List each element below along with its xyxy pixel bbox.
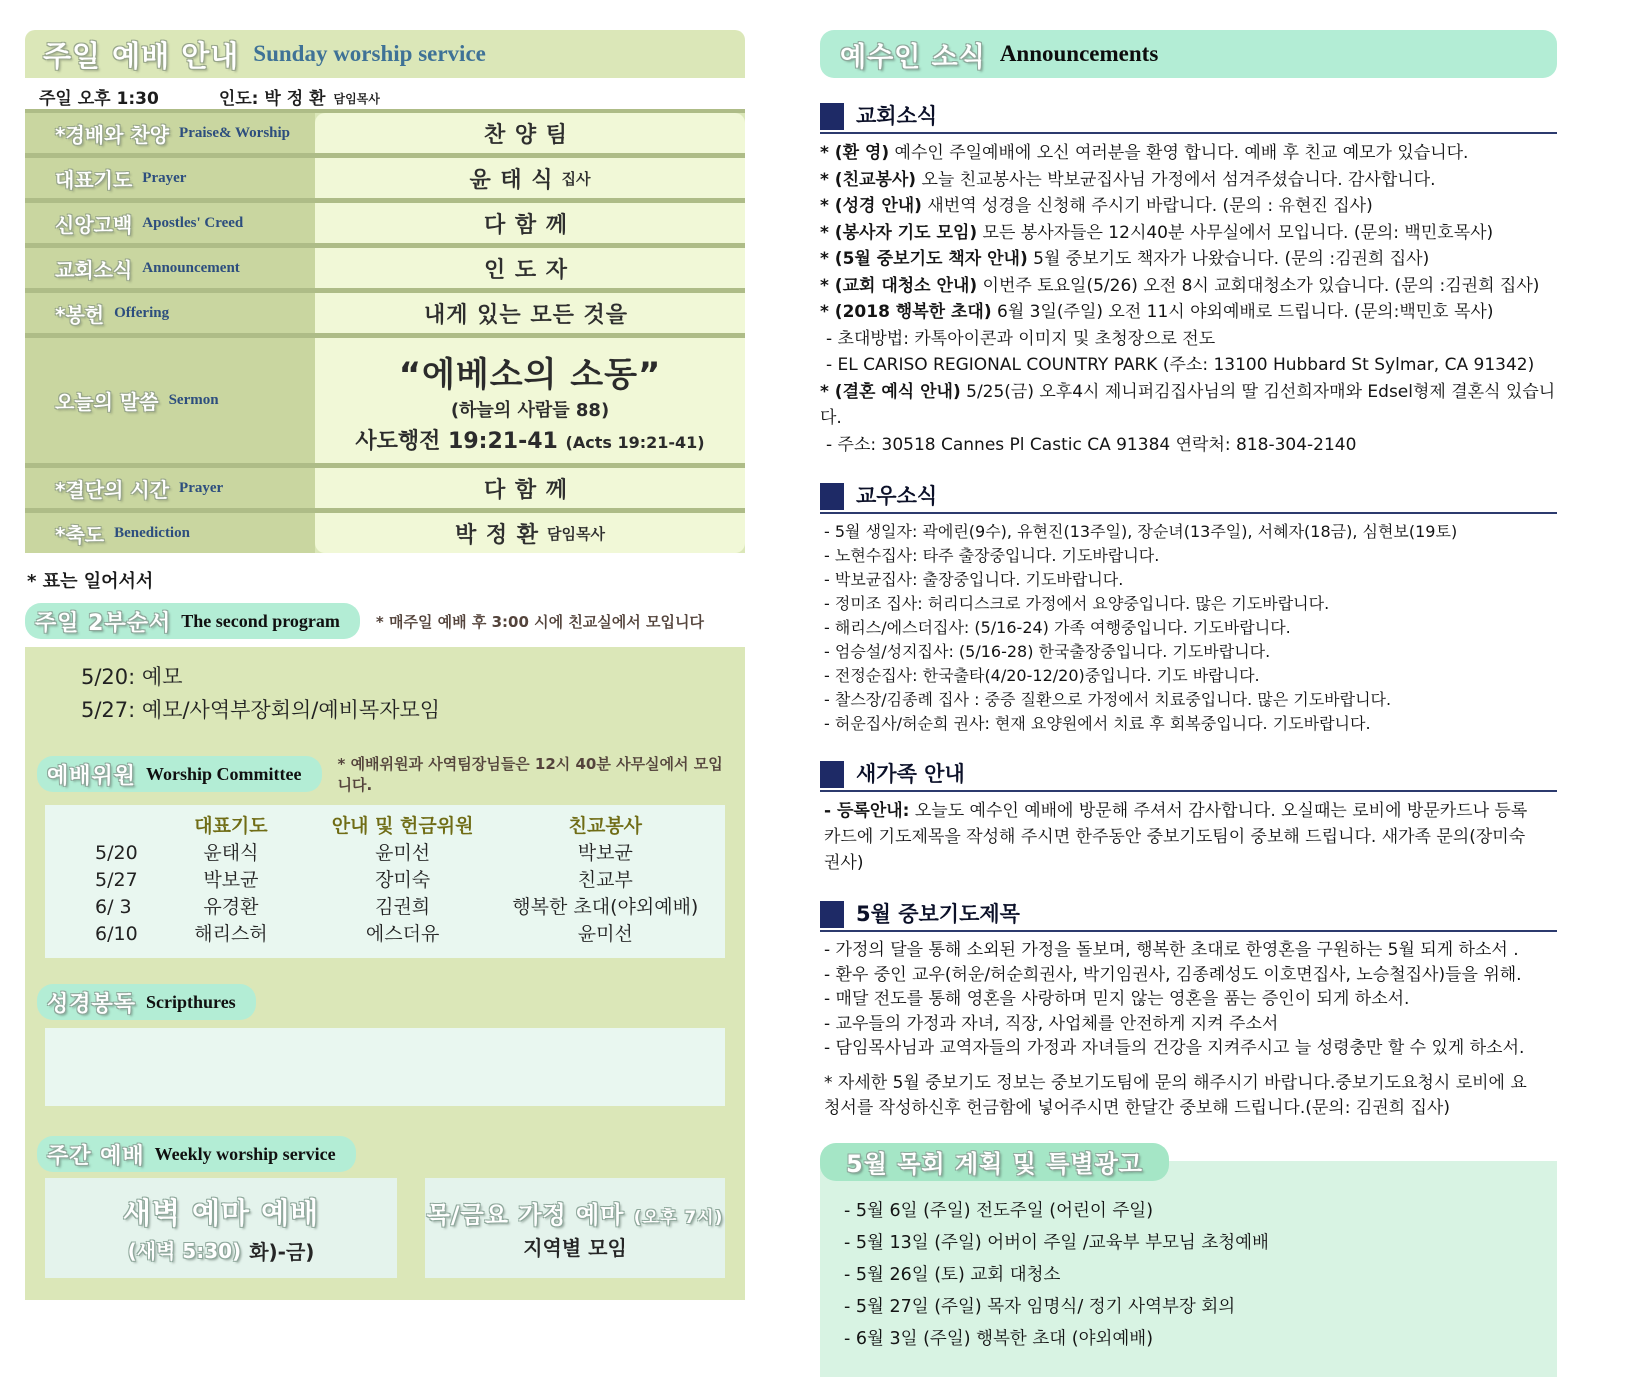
home-worship-title: 목/금요 가정 예마 (오후 7시) <box>426 1201 724 1229</box>
member-news-item: - 전정순집사: 한국출타(4/20-12/20)중입니다. 기도 바랍니다. <box>824 666 1260 685</box>
committee-title-en: Worship Committee <box>146 763 302 784</box>
monthly-plan-title: 5월 목회 계획 및 특별광고 <box>846 1150 1143 1178</box>
second-program-item: 5/27: 예모/사역부장회의/예비목자모임 <box>81 698 441 722</box>
section-bullet-square <box>820 103 844 130</box>
scripture-title-en: Scripthures <box>146 991 236 1012</box>
section-bullet-square <box>820 761 844 788</box>
order-label-ko: 교회소식 <box>55 257 133 282</box>
committee-col-header: 친교봉사 <box>568 815 643 837</box>
standing-note: * 표는 일어서서 <box>27 571 154 592</box>
order-label-ko: *봉헌 <box>55 302 105 327</box>
monthly-plan-item: - 5월 13일 (주일) 어버이 주일 /교육부 부모님 초청예배 <box>844 1232 1269 1253</box>
order-row-announcement <box>25 248 745 293</box>
church-news-item: * (결혼 예식 안내) 5/25(금) 오후4시 제니퍼김집사님의 딸 김선희자매와 Edsel형제 결혼식 있습니다. <box>820 381 1556 428</box>
second-program-badge <box>25 603 360 639</box>
order-label-ko: *축도 <box>55 522 105 547</box>
second-program-item: 5/20: 예모 <box>81 665 183 689</box>
order-row-benediction <box>25 513 745 553</box>
announcements-panel <box>820 30 1557 1377</box>
announcements-title-en: Announcements <box>999 41 1159 66</box>
committee-title-ko: 예배위원 <box>47 763 137 789</box>
order-value: 다 함 께 <box>483 477 569 503</box>
weekly-worship-header <box>37 1136 725 1172</box>
order-label-en: Offering <box>114 304 170 321</box>
committee-table <box>45 805 725 958</box>
church-news-subitem: - EL CARISO REGIONAL COUNTRY PARK (주소: 13100 Hubbard St Sylmar, CA 91342) <box>826 355 1535 375</box>
home-worship-time: (오후 7시) <box>633 1208 724 1228</box>
second-program-header <box>25 603 745 639</box>
order-row-praise <box>25 113 745 158</box>
order-row-decision <box>25 468 745 513</box>
prayer-topic-item: - 교우들의 가정과 자녀, 직장, 사업체를 안전하게 지켜 주소서 <box>824 1013 1279 1034</box>
home-worship-sub: 지역별 모임 <box>523 1236 627 1260</box>
church-news-item: * (친교봉사) 오늘 친교봉사는 박보균집사님 가정에서 섬겨주셨습니다. 감사합니다. <box>820 169 1436 190</box>
order-label-ko: *경배와 찬양 <box>55 122 170 147</box>
committee-col-header: 안내 및 헌금위원 <box>331 815 474 837</box>
dawn-worship-days: 화)-금) <box>249 1240 315 1264</box>
church-news-item: * (봉사자 기도 모임) 모든 봉사자들은 12시40분 사무실에서 모입니다. (문의: 백민호목사) <box>820 222 1494 243</box>
section-header-church-news <box>820 100 1557 134</box>
second-program-note: * 매주일 예배 후 3:00 시에 친교실에서 모입니다 <box>375 612 704 631</box>
sermon-title: “에베소의 소동” <box>398 354 662 395</box>
section-title: 5월 중보기도제목 <box>856 902 1020 926</box>
order-label-en: Prayer <box>142 169 187 186</box>
dawn-worship-title: 새벽 예마 예배 <box>122 1196 320 1230</box>
section-header-member-news <box>820 480 1557 514</box>
prayer-topic-item: - 매달 전도를 통해 영혼을 사랑하며 믿지 않는 영혼을 품는 증인이 되게 하소서. <box>824 989 1410 1009</box>
order-label-ko: 오늘의 말씀 <box>55 390 159 414</box>
weekly-worship-badge <box>37 1136 356 1172</box>
scripture-box <box>45 1028 725 1106</box>
member-news-list <box>820 520 1557 736</box>
order-label-en: Prayer <box>179 479 224 496</box>
prayer-topic-item: - 환우 중인 교우(허운/허순희권사, 박기임권사, 김종례성도 이호면집사, 노승철집사)들을 위해. <box>824 964 1522 985</box>
monthly-plan-item: - 5월 6일 (주일) 전도주일 (어린이 주일) <box>844 1200 1154 1221</box>
scripture-header <box>37 984 725 1020</box>
order-row-creed <box>25 203 745 248</box>
sunday-worship-title-en: Sunday worship service <box>253 41 486 66</box>
dawn-worship-time: (새벽 5:30) <box>127 1239 242 1263</box>
member-news-item: - 허운집사/허순희 권사: 현재 요양원에서 치료 후 회복중입니다. 기도바랍니다. <box>824 714 1371 733</box>
church-news-list <box>820 140 1557 458</box>
sermon-scripture-ref-en: (Acts 19:21-41) <box>565 432 705 452</box>
church-news-subitem: - 초대방법: 카톡아이콘과 이미지 및 초청장으로 전도 <box>826 328 1216 349</box>
section-bullet-square <box>820 901 844 928</box>
sermon-subtitle: (하늘의 사람들 88) <box>450 399 610 421</box>
committee-col-header: 대표기도 <box>194 815 268 837</box>
section-header-newcomer <box>820 758 1557 792</box>
order-value: 윤 태 식 <box>469 167 554 193</box>
member-news-item: - 노현수집사: 타주 출장중입니다. 기도바랍니다. <box>824 546 1160 565</box>
prayer-topic-item: - 가정의 달을 통해 소외된 가정을 돌보며, 행복한 초대로 한영혼을 구원하는 5월 되게 하소서 . <box>824 940 1519 960</box>
committee-row: 6/ 3 유경환 김권희 행복한 초대(야외예배) <box>95 896 699 918</box>
committee-row: 5/20 윤태식 윤미선 박보균 <box>95 842 633 864</box>
home-worship-box <box>425 1178 725 1278</box>
scripture-badge <box>37 984 256 1020</box>
announcements-title-ko: 예수인 소식 <box>840 41 986 73</box>
monthly-plan-item: - 5월 27일 (주일) 목자 임명식/ 정기 사역부장 회의 <box>844 1296 1236 1317</box>
order-label-ko: *결단의 시간 <box>55 477 170 502</box>
section-bullet-square <box>820 483 844 510</box>
committee-badge <box>37 756 322 792</box>
section-title: 새가족 안내 <box>856 762 965 786</box>
member-news-item: - 정미조 집사: 허리디스크로 가정에서 요양중입니다. 많은 기도바랍니다. <box>824 594 1330 613</box>
sunday-worship-panel <box>25 30 745 1300</box>
church-news-item: * (환 영) 예수인 주일예배에 오신 여러분을 환영 합니다. 예배 후 친교 예모가 있습니다. <box>820 143 1469 163</box>
newcomer-item: - 등록안내: 오늘도 예수인 예배에 방문해 주셔서 감사합니다. 오실때는 로비에 방문카드나 등록카드에 기도제목을 작성해 주시면 한주동안 중보기도팀이 중보해 드립니다. 새가족 문의(장미숙권사) <box>824 801 1528 873</box>
prayer-topics-list <box>820 938 1557 1121</box>
sunday-worship-header <box>25 30 745 78</box>
order-value: 인 도 자 <box>483 257 569 283</box>
monthly-plan-box <box>820 1150 1557 1377</box>
order-value: 박 정 환 <box>454 522 540 548</box>
church-news-item: * (성경 안내) 새번역 성경을 신청해 주시기 바랍니다. (문의 : 유현진 집사) <box>820 196 1373 216</box>
section-header-prayer-topics <box>820 898 1557 932</box>
service-leader: 인도: 박 정 환 <box>218 89 326 109</box>
committee-row: 5/27 박보균 장미숙 친교부 <box>95 869 633 891</box>
monthly-plan-badge <box>820 1143 1169 1181</box>
member-news-item: - 박보균집사: 출장중입니다. 기도바랍니다. <box>824 570 1124 589</box>
sunday-worship-title-ko: 주일 예배 안내 <box>43 38 240 73</box>
order-label-ko: 대표기도 <box>55 167 133 192</box>
order-label-en: Apostles' Creed <box>142 214 244 231</box>
order-label-en: Announcement <box>142 259 240 276</box>
church-news-subitem: - 주소: 30518 Cannes Pl Castic CA 91384 연락처: 818-304-2140 <box>826 434 1357 455</box>
prayer-topic-item: - 담임목사님과 교역자들의 가정과 자녀들의 건강을 지켜주시고 늘 성령충만 할 수 있게 하소서. <box>824 1038 1525 1058</box>
order-label-ko: 신앙고백 <box>55 212 133 237</box>
member-news-item: - 해리스/에스더집사: (5/16-24) 가족 여행중입니다. 기도바랍니다. <box>824 618 1291 637</box>
service-time: 주일 오후 1:30 <box>39 89 159 109</box>
member-news-item: - 엄승설/성지집사: (5/16-28) 한국출장중입니다. 기도바랍니다. <box>824 642 1271 661</box>
sermon-scripture-ref: 사도행전 19:21-41 (Acts 19:21-41) <box>355 428 705 454</box>
committee-row: 6/10 해리스허 에스더유 윤미선 <box>95 923 633 945</box>
church-news-item: * (교회 대청소 안내) 이번주 토요일(5/26) 오전 8시 교회대청소가 있습니다. (문의 :김권희 집사) <box>820 275 1540 296</box>
committee-header-row <box>55 813 715 840</box>
committee-note: * 예배위원과 사역팀장님들은 12시 40분 사무실에서 모입니다. <box>337 755 723 794</box>
committee-header <box>37 753 725 795</box>
order-label-en: Sermon <box>168 392 219 408</box>
weekly-worship-title-ko: 주간 예배 <box>47 1143 145 1169</box>
second-program-title-ko: 주일 2부순서 <box>35 610 172 636</box>
order-value: 내게 있는 모든 것을 <box>424 302 628 328</box>
section-title: 교우소식 <box>856 484 938 508</box>
prayer-topics-note: * 자세한 5월 중보기도 정보는 중보기도팀에 문의 해주시기 바랍니다.중보기도요청시 로비에 요청서를 작성하신후 헌금함에 넣어주시면 한달간 중보해 드립니다.(문의: 김권희 집사) <box>824 1072 1527 1118</box>
dawn-worship-box <box>45 1178 397 1278</box>
weekly-worship-title-en: Weekly worship service <box>154 1143 336 1164</box>
order-row-prayer <box>25 158 745 203</box>
scripture-title-ko: 성경봉독 <box>47 991 137 1017</box>
monthly-plan-item: - 6월 3일 (주일) 행복한 초대 (야외예배) <box>844 1328 1154 1349</box>
weekly-worship-boxes <box>45 1178 725 1278</box>
order-value: 다 함 께 <box>483 212 569 238</box>
order-value: 찬 양 팀 <box>483 122 569 148</box>
order-value-sub: 집사 <box>561 169 591 188</box>
order-label-en: Benediction <box>114 524 190 541</box>
service-leader-title: 담임목사 <box>333 92 380 106</box>
left-lower-section <box>25 647 745 1300</box>
church-news-item: * (2018 행복한 초대) 6월 3일(주일) 오전 11시 야외예배로 드립니다. (문의:백민호 목사) <box>820 302 1494 322</box>
order-label-en: Praise& Worship <box>179 124 291 141</box>
second-program-items <box>45 661 725 727</box>
order-row-sermon <box>25 338 745 468</box>
member-news-item: - 5월 생일자: 곽에린(9수), 유현진(13주일), 장순녀(13주일), 서혜자(18금), 심현보(19토) <box>824 522 1458 541</box>
second-program-title-en: The second program <box>181 610 340 631</box>
newcomer-list <box>820 798 1557 876</box>
service-time-bar <box>25 78 745 109</box>
order-value-sub: 담임목사 <box>547 524 606 543</box>
church-news-item: * (5월 중보기도 책자 안내) 5월 중보기도 책자가 나왔습니다. (문의 :김권희 집사) <box>820 249 1430 269</box>
worship-order-table <box>25 109 745 553</box>
announcements-header <box>820 30 1557 78</box>
monthly-plan-item: - 5월 26일 (토) 교회 대청소 <box>844 1264 1061 1285</box>
order-row-offering <box>25 293 745 338</box>
section-title: 교회소식 <box>856 104 938 128</box>
member-news-item: - 찰스장/김종례 집사 : 중증 질환으로 가정에서 치료중입니다. 많은 기도바랍니다. <box>824 690 1392 709</box>
